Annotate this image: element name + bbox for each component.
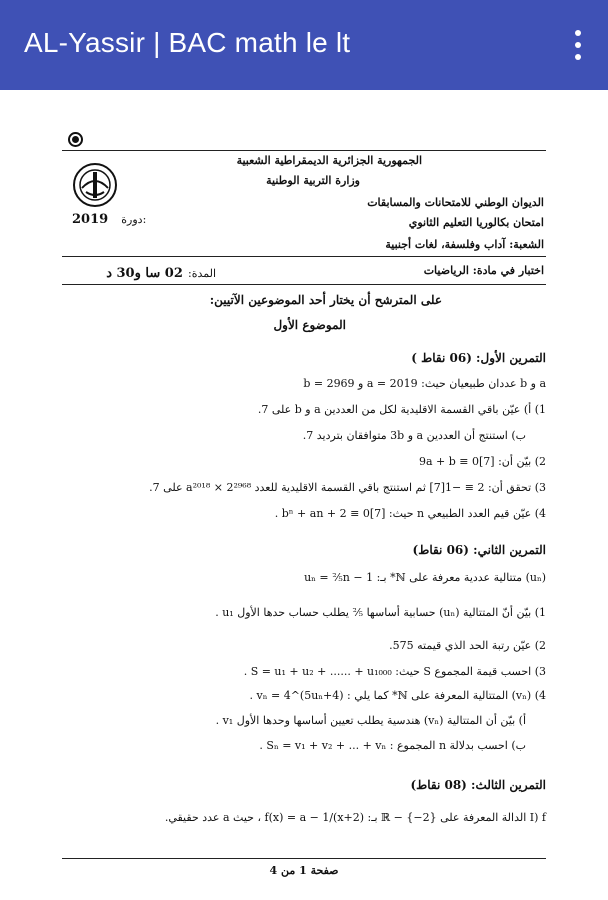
- header-line-3: الديوان الوطني للامتحانات والمسابقات: [367, 196, 544, 209]
- header-rule-1: [62, 256, 546, 257]
- duration-label: المدة:: [187, 267, 216, 280]
- ex3-title: التمرين الثالث: (08 نقاط): [410, 778, 546, 792]
- ex2-intro: (uₙ) متتالية عددية معرفة على ℕ* بـ: uₙ = ⅖n − 1: [304, 571, 546, 584]
- ex2-q3: 3) احسب قيمة المجموع S حيث: S = u₁ + u₂ + ...... + u₁₀₀₀ .: [243, 665, 546, 678]
- app-bar: [0, 0, 608, 90]
- ex1-q2: 2) بيّن أن: 9a + b ≡ 0[7]: [419, 455, 546, 468]
- subject: اختبار في مادة: الرياضيات: [423, 264, 544, 277]
- header-line-2: وزارة التربية الوطنية: [266, 174, 360, 187]
- ex3-q1: I) f الدالة المعرفة على ℝ − {−2} بـ: f(x) = a − 1/(x+2) ، حيث a عدد حقيقي.: [164, 811, 546, 824]
- ex1-q4: 4) عيّن قيم العدد الطبيعي n حيث: bⁿ + an + 2 ≡ 0[7] .: [274, 507, 546, 520]
- ex2-title: التمرين الثاني: (06 نقاط): [412, 543, 546, 557]
- header-line-4: امتحان بكالوريا التعليم الثانوي: [408, 216, 544, 229]
- ex1-title: التمرين الأول: (06 نقاط ): [411, 351, 546, 365]
- ex1-q3: 3) تحقق أن: 2 ≡ −1[7] ثم استنتج باقي القسمة الاقليدية للعدد 2²⁹⁶⁸ × a²⁰¹⁸ على 7.: [149, 481, 546, 494]
- ex2-q4: 4) (vₙ) المتتالية المعرفة على ℕ* كما يلي : vₙ = 4^(5uₙ+4) .: [249, 689, 546, 702]
- instruction: على المترشح أن يختار أحد الموضوعين الآتيين:: [209, 293, 442, 307]
- duration-value: 02 سا و30 د: [106, 266, 183, 281]
- page-footer: صفحة 1 من 4: [269, 864, 339, 877]
- ministry-logo-icon: [72, 162, 118, 208]
- ex1-intro: a و b عددان طبيعيان حيث: a = 2019 و b = 2969: [303, 377, 546, 390]
- footer-rule: [62, 858, 546, 859]
- session-label: دورة:: [121, 213, 147, 226]
- ex2-q1: 1) بيّن أنّ المتتالية (uₙ) حسابية أساسها ⅖ يطلب حساب حدها الأول u₁ .: [215, 606, 546, 619]
- ex2-q4a: أ) بيّن أن المتتالية (vₙ) هندسية يطلب تعيين أساسها وحدها الأول v₁ .: [215, 714, 526, 727]
- ex2-q4b: ب) احسب بدلالة n المجموع : Sₙ = v₁ + v₂ + ... + vₙ .: [259, 739, 526, 752]
- header-line-5: الشعبة: آداب وفلسفة، لغات أجنبية: [385, 238, 544, 251]
- exam-page[interactable]: [0, 90, 608, 900]
- session: [72, 208, 146, 227]
- radio-dot-icon: [68, 132, 83, 147]
- header-rule-2: [62, 284, 546, 285]
- topic-title: الموضوع الأول: [273, 318, 346, 332]
- ex2-q2: 2) عيّن رتبة الحد الذي قيمته 575.: [389, 639, 546, 652]
- app-title: AL-Yassir | BAC math le lt: [24, 27, 351, 58]
- ex1-q1a: 1) أ) عيّن باقي القسمة الاقليدية لكل من العددين a و b على 7.: [257, 403, 546, 416]
- more-vert-icon[interactable]: [570, 30, 586, 60]
- top-rule: [62, 150, 546, 151]
- duration: [66, 262, 216, 281]
- header-line-1: الجمهورية الجزائرية الديمقراطية الشعبية: [236, 154, 422, 167]
- session-year: 2019: [72, 212, 109, 227]
- ex1-q1b: ب) استنتج أن العددين a و 3b متوافقان بترديد 7.: [302, 429, 526, 442]
